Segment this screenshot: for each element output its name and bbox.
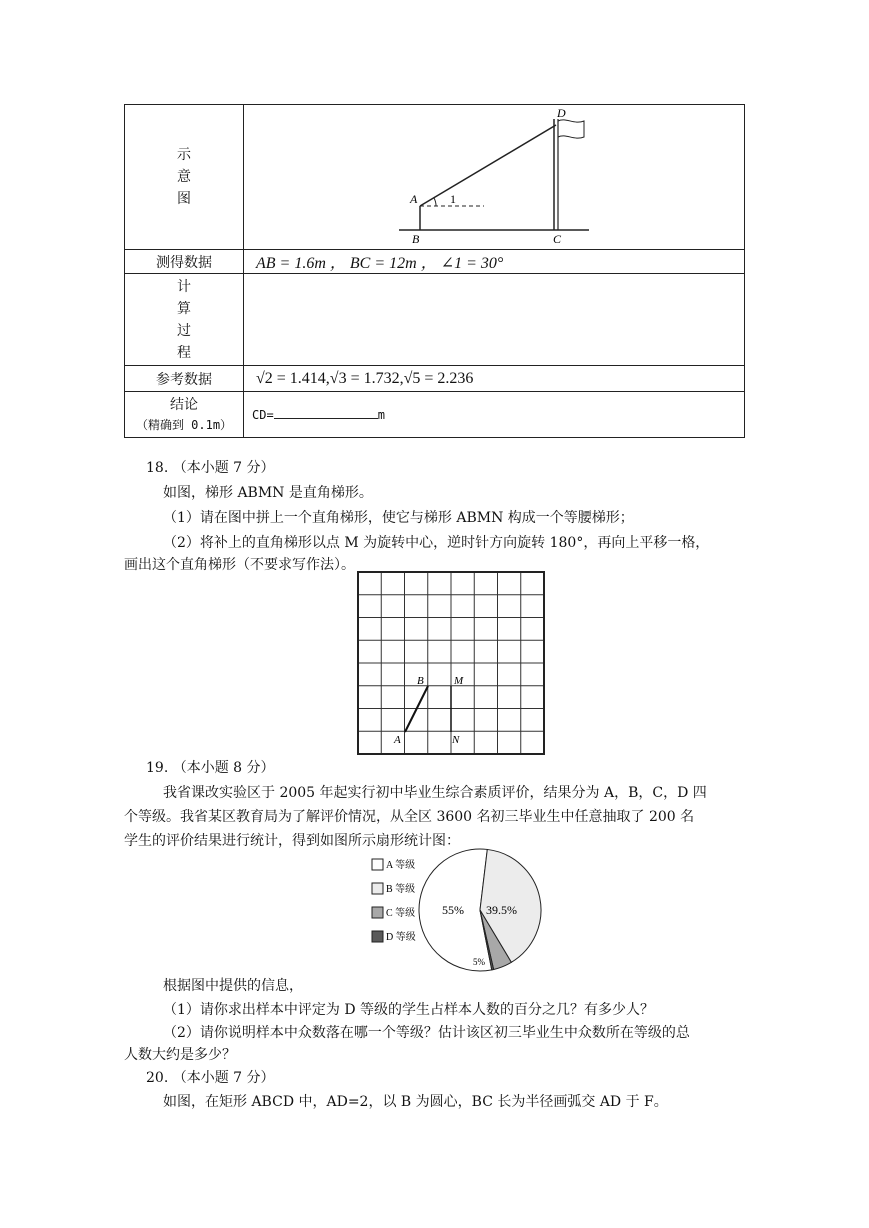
q19-line: 个等级。我省某区教育局为了解评价情况，从全区 3600 名初三毕业生中任意抽取了 200 名: [124, 809, 695, 825]
pie-value-label: 5%: [473, 957, 485, 967]
legend-swatch: [372, 859, 383, 870]
measured-data: [244, 250, 745, 274]
legend-label: C 等级: [386, 908, 416, 919]
answer-blank[interactable]: [274, 408, 378, 419]
legend-swatch: [372, 931, 383, 942]
legend-swatch: [372, 883, 383, 894]
grid-label-m: M: [454, 675, 464, 687]
label-char: 过: [177, 322, 191, 339]
diagram-cell: [244, 105, 745, 250]
legend-label: D 等级: [386, 932, 416, 943]
cd-prefix: CD=: [252, 407, 274, 422]
conclusion-cell: [244, 392, 745, 438]
label-char: 示: [177, 147, 191, 163]
label-char: 程: [177, 344, 191, 361]
q18-line: （1）请在图中拼上一个直角梯形，使它与梯形 ABMN 构成一个等腰梯形；: [163, 510, 634, 526]
row-label-measured: 测得数据: [125, 250, 244, 274]
legend-swatch: [372, 907, 383, 918]
q20-line: 如图，在矩形 ABCD 中，AD=2，以 B 为圆心，BC 长为半径画弧交 AD 于 F。: [163, 1094, 668, 1110]
q19-title: 19. （本小题 8 分）: [146, 760, 275, 776]
grid-label-n: N: [452, 734, 460, 746]
reference-data: [244, 366, 745, 392]
q18-line: （2）将补上的直角梯形以点 M 为旋转中心，逆时针方向旋转 180°，再向上平移一格，: [163, 535, 710, 551]
q18-line: 如图，梯形 ABMN 是直角梯形。: [163, 485, 373, 501]
label-c: C: [553, 232, 562, 245]
label-d: D: [557, 106, 566, 120]
label-char: 算: [177, 300, 191, 317]
pie-chart: [366, 848, 546, 972]
legend-label: A 等级: [386, 860, 416, 871]
grid-label-a: A: [394, 734, 401, 746]
reference-values: √2 = 1.414,√3 = 1.732,√5 = 2.236: [256, 369, 474, 387]
label-a: A: [410, 192, 418, 206]
q19-after-line: （1）请你求出样本中评定为 D 等级的学生占样本人数的百分之几？有多少人？: [163, 1002, 655, 1018]
legend-label: B 等级: [386, 884, 416, 895]
label-char: 意: [177, 169, 191, 185]
q19-after-line: （2）请你说明样本中众数落在哪一个等级？估计该区初三毕业生中众数所在等级的总: [163, 1025, 690, 1041]
q20-title: 20. （本小题 7 分）: [146, 1070, 275, 1086]
q18-title: 18. （本小题 7 分）: [146, 460, 275, 476]
grid-figure: [356, 570, 546, 756]
conclusion-label: 结论: [170, 396, 198, 413]
row-label-diagram: [125, 105, 244, 250]
row-label-reference: 参考数据: [125, 366, 244, 392]
cd-unit: m: [377, 407, 385, 422]
measurement-table: [124, 104, 745, 438]
label-char: 计: [177, 278, 191, 295]
label-b: B: [412, 232, 420, 245]
calculation-cell: [244, 274, 745, 366]
q19-after-line: 人数大约是多少？: [124, 1047, 236, 1063]
row-label-calculation: [125, 274, 244, 366]
measured-values: AB = 1.6m ， BC = 12m ， ∠1 = 30°: [256, 255, 504, 272]
row-label-conclusion: [125, 392, 244, 438]
q19-line: 学生的评价结果进行统计，得到如图所示扇形统计图：: [124, 833, 460, 849]
flagpole-diagram: [244, 105, 744, 245]
q19-line: 我省课改实验区于 2005 年起实行初中毕业生综合素质评价，结果分为 A，B，C，D 四: [163, 785, 707, 801]
grid-label-b: B: [417, 675, 424, 687]
precision-note: （精确到 0.1m）: [135, 417, 233, 432]
q19-after-line: 根据图中提供的信息，: [163, 978, 303, 994]
pie-value-label: 39.5%: [486, 903, 517, 917]
label-angle-1: 1: [450, 192, 456, 206]
pie-value-label: 55%: [442, 903, 464, 917]
label-char: 图: [177, 191, 191, 207]
q18-line: 画出这个直角梯形（不要求写作法）。: [124, 557, 355, 573]
